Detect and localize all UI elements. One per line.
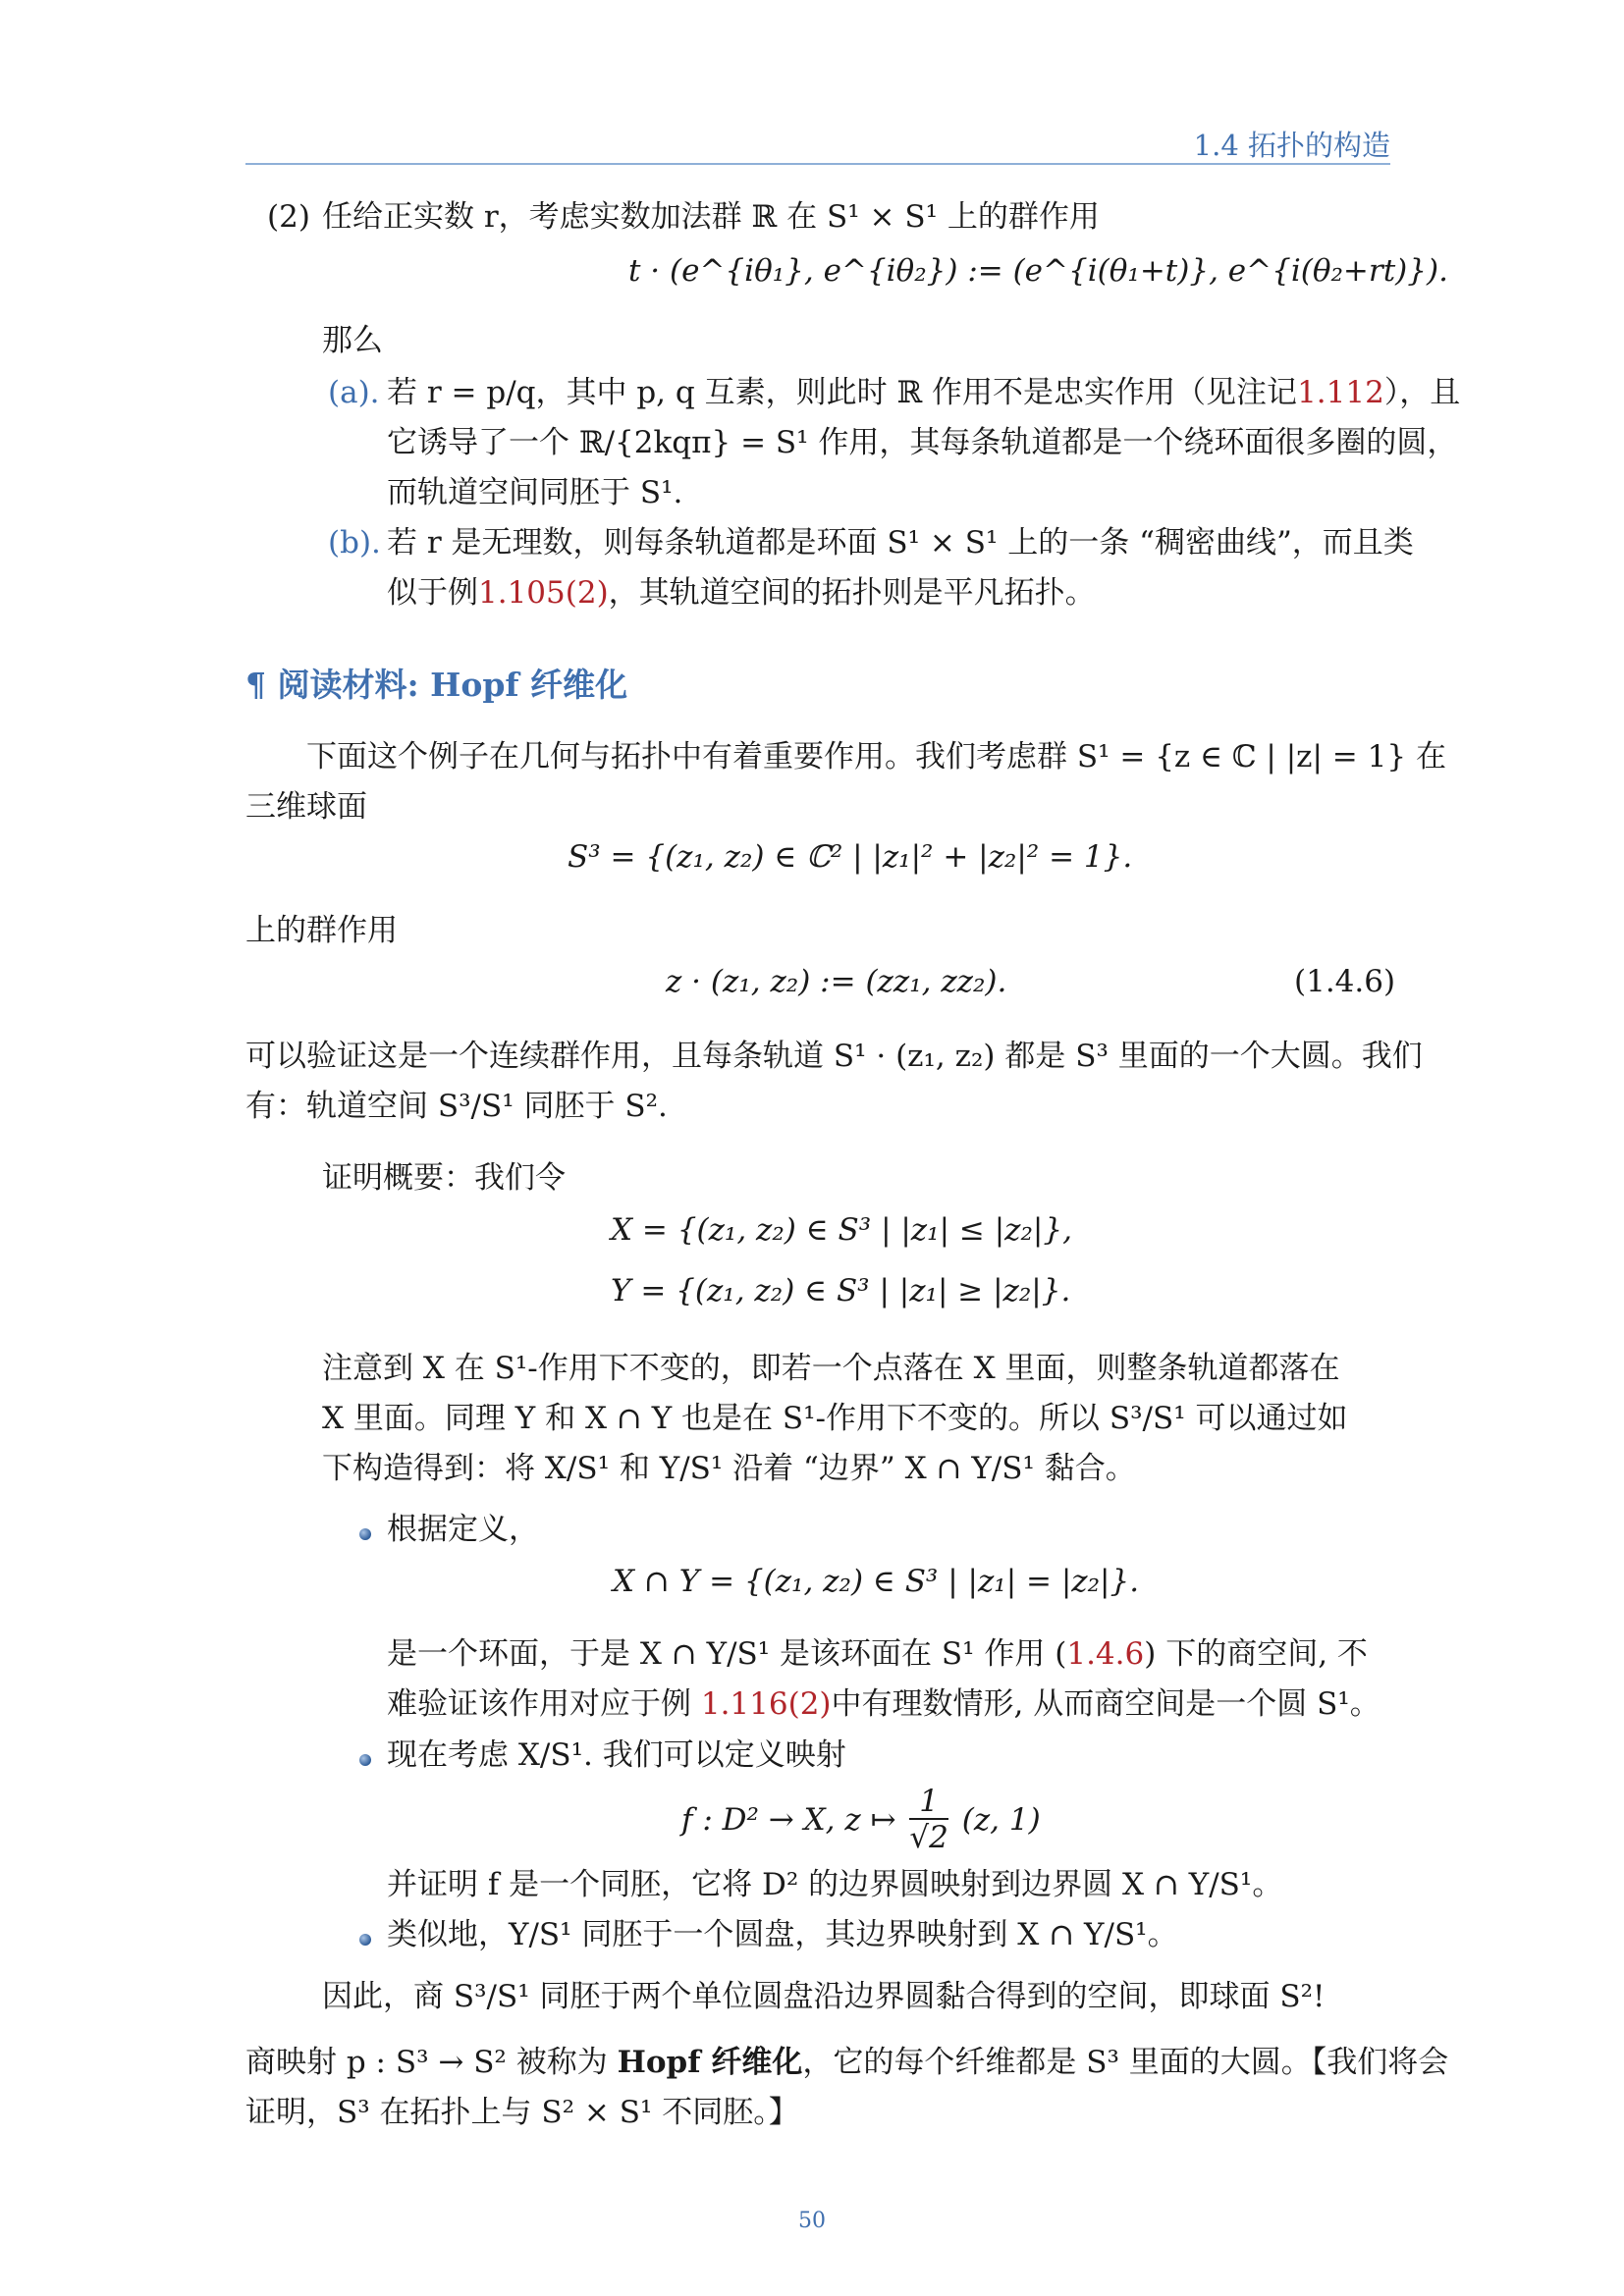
item-2-formula: t · (e^{iθ₁}, e^{iθ₂}) := (e^{i(θ₁+t)}, e^{i(θ₂+rt)}). bbox=[628, 253, 1448, 289]
map-formula: f : D² → X, z ↦ $\frac{1}{√2}$ (z, 1) bbox=[681, 1784, 1041, 1856]
case-a-line-1: 若 r = p/q，其中 p, q 互素，则此时 ℝ 作用不是忠实作用（见注记1.112），且 bbox=[387, 375, 1461, 410]
proof-intro: 证明概要：我们令 bbox=[322, 1160, 566, 1196]
then-text: 那么 bbox=[322, 323, 383, 358]
final-line-2: 证明，S³ 在拓扑上与 S² × S¹ 不同胚。】 bbox=[245, 2095, 799, 2130]
running-header: 1.4 拓扑的构造 bbox=[1193, 129, 1390, 162]
conclusion: 因此，商 S³/S¹ 同胚于两个单位圆盘沿边界圆黏合得到的空间，即球面 S²! bbox=[322, 1979, 1326, 2014]
bullet-icon bbox=[359, 1754, 371, 1766]
case-b-line-1: 若 r 是无理数，则每条轨道都是环面 S¹ × S¹ 上的一条 “稠密曲线”，而且类 bbox=[387, 525, 1414, 561]
paragraph-2-line-2: 有：轨道空间 S³/S¹ 同胚于 S². bbox=[245, 1089, 668, 1124]
remark-link[interactable]: 1.112 bbox=[1297, 375, 1384, 410]
header-rule bbox=[245, 163, 1390, 165]
y-definition: Y = {(z₁, z₂) ∈ S³ | |z₁| ≥ |z₂|}. bbox=[611, 1273, 1071, 1308]
example-link-2[interactable]: 1.116(2) bbox=[700, 1686, 832, 1722]
case-a-line-2: 它诱导了一个 ℝ/{2kqπ} = S¹ 作用，其每条轨道都是一个绕环面很多圈的圆， bbox=[387, 425, 1458, 460]
sphere-equation: S³ = {(z₁, z₂) ∈ ℂ² | |z₁|² + |z₂|² = 1}. bbox=[568, 839, 1133, 875]
equation-link[interactable]: 1.4.6 bbox=[1066, 1636, 1145, 1672]
example-link[interactable]: 1.105(2) bbox=[478, 575, 609, 611]
note-line-1: 注意到 X 在 S¹-作用下不变的，即若一个点落在 X 里面，则整条轨道都落在 bbox=[322, 1351, 1340, 1386]
bullet-1-intro: 根据定义， bbox=[387, 1512, 539, 1547]
section-title: ¶ 阅读材料: Hopf 纤维化 bbox=[245, 666, 628, 704]
case-b-label: (b). bbox=[328, 525, 381, 561]
case-a-line-3: 而轨道空间同胚于 S¹. bbox=[387, 475, 683, 510]
final-line-1: 商映射 p : S³ → S² 被称为 Hopf 纤维化，它的每个纤维都是 S³ 里面的大圆。【我们将会 bbox=[245, 2045, 1449, 2080]
case-a-label: (a). bbox=[328, 375, 380, 410]
x-definition: X = {(z₁, z₂) ∈ S³ | |z₁| ≤ |z₂|}, bbox=[611, 1212, 1072, 1248]
item-2-label: (2) bbox=[267, 199, 310, 235]
paragraph-1-line-2: 三维球面 bbox=[245, 789, 367, 825]
item-2-intro: 任给正实数 r，考虑实数加法群 ℝ 在 S¹ × S¹ 上的群作用 bbox=[322, 199, 1100, 235]
bullet-icon bbox=[359, 1934, 371, 1946]
bullet-icon bbox=[359, 1528, 371, 1540]
bullet-1-line-2: 难验证该作用对应于例 1.116(2)中有理数情形, 从而商空间是一个圆 S¹。 bbox=[387, 1686, 1380, 1722]
bullet-2-line: 并证明 f 是一个同胚，它将 D² 的边界圆映射到边界圆 X ∩ Y/S¹。 bbox=[387, 1867, 1283, 1902]
group-action-label: 上的群作用 bbox=[245, 913, 398, 948]
action-equation: z · (z₁, z₂) := (zz₁, zz₂). bbox=[666, 964, 1007, 999]
note-line-3: 下构造得到：将 X/S¹ 和 Y/S¹ 沿着 “边界” X ∩ Y/S¹ 黏合。 bbox=[322, 1451, 1136, 1486]
page-number: 50 bbox=[798, 2209, 826, 2233]
fraction: $\frac{1}{√2}$ bbox=[909, 1784, 948, 1856]
intersection-definition: X ∩ Y = {(z₁, z₂) ∈ S³ | |z₁| = |z₂|}. bbox=[613, 1564, 1140, 1599]
case-b-line-2: 似于例1.105(2)，其轨道空间的拓扑则是平凡拓扑。 bbox=[387, 575, 1096, 611]
bullet-3-text: 类似地，Y/S¹ 同胚于一个圆盘，其边界映射到 X ∩ Y/S¹。 bbox=[387, 1917, 1178, 1952]
hopf-fibration-term: Hopf 纤维化 bbox=[617, 2045, 803, 2080]
paragraph-1-line-1: 下面这个例子在几何与拓扑中有着重要作用。我们考虑群 S¹ = {z ∈ ℂ | |z| = 1} 在 bbox=[306, 739, 1446, 774]
bullet-2-intro: 现在考虑 X/S¹. 我们可以定义映射 bbox=[387, 1737, 846, 1773]
equation-number: (1.4.6) bbox=[1294, 964, 1396, 999]
bullet-1-line-1: 是一个环面，于是 X ∩ Y/S¹ 是该环面在 S¹ 作用 (1.4.6) 下的商空间, 不 bbox=[387, 1636, 1368, 1672]
note-line-2: X 里面。同理 Y 和 X ∩ Y 也是在 S¹-作用下不变的。所以 S³/S¹ 可以通过如 bbox=[322, 1401, 1348, 1436]
paragraph-2-line-1: 可以验证这是一个连续群作用，且每条轨道 S¹ · (z₁, z₂) 都是 S³ 里面的一个大圆。我们 bbox=[245, 1039, 1423, 1074]
